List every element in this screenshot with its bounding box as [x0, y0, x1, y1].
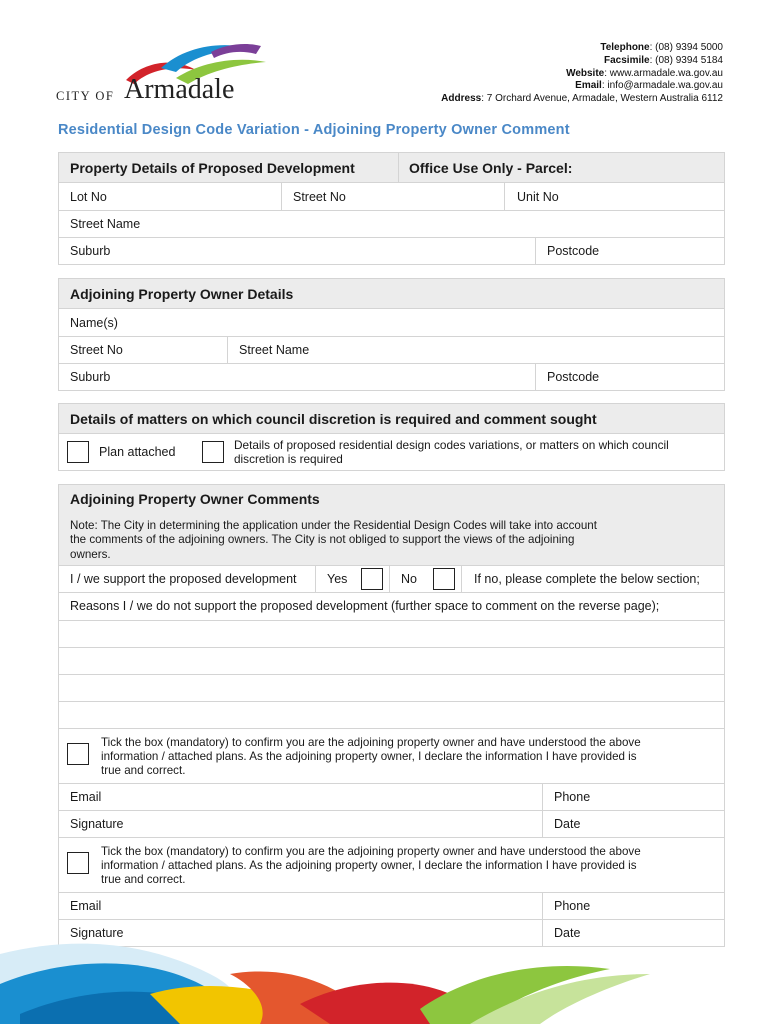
- support-row: [59, 566, 724, 593]
- note-line-2: the comments of the adjoining owners. The City is not obliged to support the views of the adjoining: [70, 533, 575, 547]
- declaration-1-line-3: true and correct.: [101, 764, 186, 778]
- declaration-2-text: [101, 845, 641, 888]
- phone-field-1[interactable]: Phone: [542, 784, 724, 810]
- address-label: Address: [441, 93, 482, 105]
- reasons-line-3[interactable]: [59, 674, 724, 701]
- property-details-section: [58, 152, 725, 265]
- details-label: [234, 438, 669, 466]
- signature-field-2[interactable]: Signature: [70, 925, 124, 940]
- property-details-header: [59, 153, 724, 183]
- details-line-2: discretion is required: [234, 452, 343, 466]
- reasons-line-4[interactable]: [59, 701, 724, 728]
- owner-details-heading: Adjoining Property Owner Details: [59, 279, 724, 309]
- declaration-1-line-2: information / attached plans. As the adjoining property owner, I declare the information I have provided is: [101, 750, 637, 764]
- property-details-heading: Property Details of Proposed Development: [59, 153, 399, 182]
- document-title: Residential Design Code Variation - Adjoining Property Owner Comment: [58, 122, 570, 138]
- owner-street-no-field[interactable]: Street No: [70, 343, 123, 357]
- contact-block: [441, 42, 723, 106]
- declaration-2-checkbox[interactable]: [67, 852, 89, 874]
- address-value: : 7 Orchard Avenue, Armadale, Western Australia 6112: [481, 93, 723, 105]
- comments-heading: Adjoining Property Owner Comments: [59, 485, 724, 513]
- reasons-line-2[interactable]: [59, 647, 724, 674]
- street-no-field[interactable]: Street No: [281, 183, 504, 210]
- telephone-label: Telephone: [600, 42, 650, 53]
- declaration-1-line-1: Tick the box (mandatory) to confirm you are the adjoining property owner and have understood the above: [101, 735, 641, 749]
- city-logo: [56, 40, 256, 110]
- discretion-heading: Details of matters on which council discretion is required and comment sought: [59, 404, 724, 434]
- facsimile-value: : (08) 9394 5184: [649, 54, 723, 66]
- reasons-line-1[interactable]: [59, 620, 724, 647]
- phone-field-2[interactable]: Phone: [542, 893, 724, 919]
- discretion-section: [58, 403, 725, 471]
- details-line-1: Details of proposed residential design codes variations, or matters on which council: [234, 438, 669, 452]
- footer-wave-graphic: [0, 914, 770, 1024]
- comments-note: [59, 513, 724, 566]
- date-field-1[interactable]: Date: [542, 811, 724, 837]
- website-label: Website: [566, 67, 605, 79]
- date-field-2[interactable]: Date: [542, 920, 724, 946]
- street-name-field[interactable]: Street Name: [70, 217, 141, 231]
- lot-no-field[interactable]: Lot No: [70, 189, 107, 204]
- yes-checkbox[interactable]: [361, 568, 383, 590]
- email-field-2[interactable]: Email: [70, 898, 102, 913]
- logo-name: Armadale: [124, 74, 235, 105]
- suburb-field[interactable]: Suburb: [70, 244, 111, 258]
- yes-label: Yes: [315, 566, 361, 592]
- logo-city-of: CITY OF: [56, 89, 115, 103]
- postcode-field[interactable]: Postcode: [535, 238, 724, 264]
- unit-no-field[interactable]: Unit No: [504, 183, 724, 210]
- email-value[interactable]: : info@armadale.wa.gov.au: [601, 80, 723, 92]
- details-checkbox[interactable]: [202, 441, 224, 463]
- no-checkbox[interactable]: [433, 568, 455, 590]
- telephone-value: : (08) 9394 5000: [649, 42, 723, 53]
- no-label: No: [389, 566, 433, 592]
- support-label: I / we support the proposed development: [70, 571, 297, 586]
- owner-details-section: [58, 278, 725, 391]
- plan-attached-checkbox[interactable]: [67, 441, 89, 463]
- note-line-1: Note: The City in determining the application under the Residential Design Codes will take into account: [70, 519, 597, 532]
- facsimile-label: Facsimile: [604, 54, 650, 66]
- note-line-3: owners.: [70, 547, 111, 561]
- declaration-1: [59, 728, 724, 783]
- website-value[interactable]: : www.armadale.wa.gov.au: [604, 67, 723, 79]
- email-field-1[interactable]: Email: [70, 789, 102, 804]
- office-use-heading: Office Use Only - Parcel:: [409, 159, 573, 176]
- owner-postcode-field[interactable]: Postcode: [535, 364, 724, 390]
- reasons-label: Reasons I / we do not support the proposed development (further space to comment on the reverse page);: [70, 599, 660, 614]
- owner-street-name-field[interactable]: Street Name: [227, 337, 724, 363]
- comments-section: [58, 484, 725, 947]
- comments-header: [59, 485, 724, 566]
- if-no-label: If no, please complete the below section;: [461, 566, 700, 592]
- declaration-2-line-1: Tick the box (mandatory) to confirm you are the adjoining property owner and have understood the above: [101, 844, 641, 858]
- signature-field-1[interactable]: Signature: [70, 816, 124, 831]
- owner-suburb-field[interactable]: Suburb: [70, 370, 111, 384]
- discretion-options: [59, 434, 724, 470]
- names-field[interactable]: Name(s): [70, 315, 118, 330]
- declaration-1-checkbox[interactable]: [67, 743, 89, 765]
- declaration-2-line-3: true and correct.: [101, 873, 186, 887]
- declaration-1-text: [101, 736, 641, 779]
- declaration-2-line-2: information / attached plans. As the adjoining property owner, I declare the information I have provided is: [101, 859, 637, 873]
- plan-attached-label: Plan attached: [99, 445, 176, 459]
- declaration-2: [59, 837, 724, 892]
- email-label: Email: [575, 80, 602, 92]
